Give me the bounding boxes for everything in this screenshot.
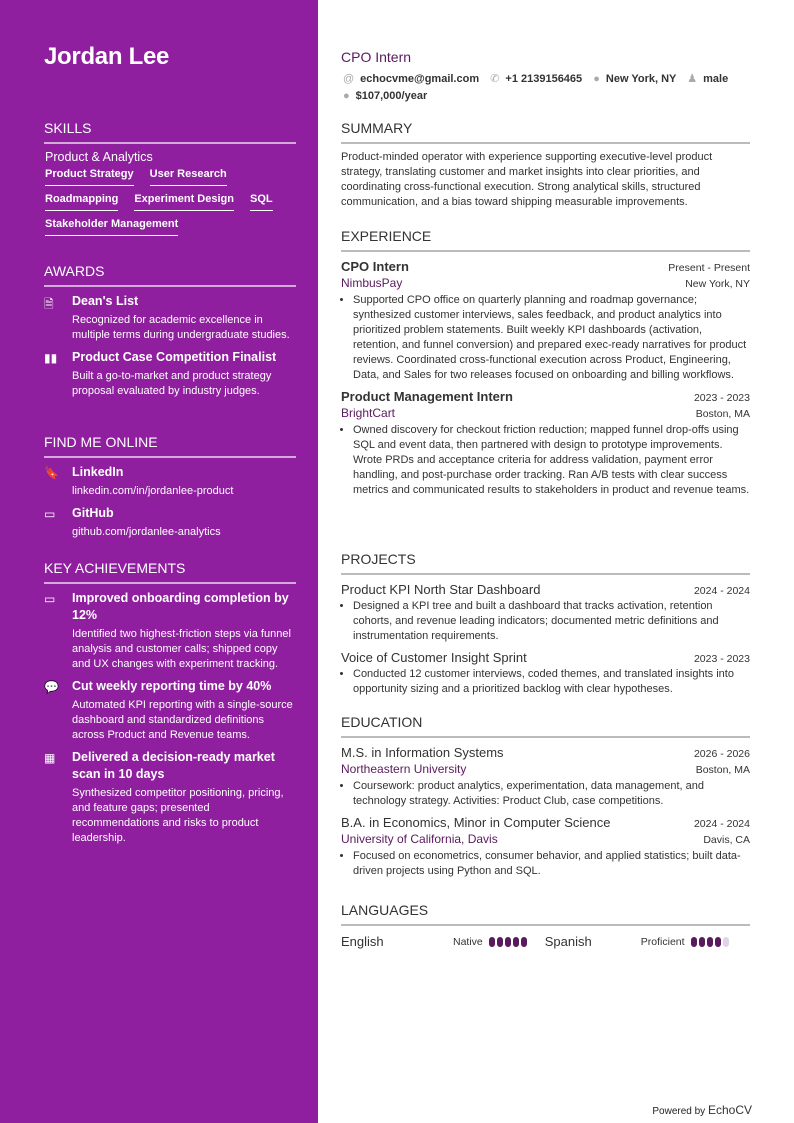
- achievement-title: Delivered a decision-ready market scan in 10 days: [72, 750, 275, 781]
- award-desc: Recognized for academic excellence in multiple terms during undergraduate studies.: [72, 314, 290, 341]
- section-heading: KEY ACHIEVEMENTS: [44, 560, 296, 584]
- certificate-icon: 🗎: [44, 297, 54, 311]
- language-name: Spanish: [544, 934, 592, 949]
- section-heading: EDUCATION: [341, 714, 750, 738]
- bookmark-icon: 🔖: [44, 466, 59, 480]
- experience-item: [341, 388, 750, 498]
- salary: $107,000/year: [355, 90, 428, 102]
- role-title: Product Management Intern: [341, 389, 513, 404]
- summary-text: Product-minded operator with experience supporting executive-level product strategy, translating customer and market insights into clear priorities, and coordinating cross-functional execution. Strong analytical skills, structured communication, and a bias toward shipping measurable improvements.: [341, 151, 713, 208]
- achievement-desc: Synthesized competitor positioning, pricing, and feature gaps; presented recommendations and risks to product leadership.: [72, 787, 284, 844]
- achievements-section: [44, 560, 296, 852]
- award-item: [44, 349, 296, 399]
- candidate-name: Jordan Lee: [44, 43, 170, 70]
- project-title: Voice of Customer Insight Sprint: [341, 650, 527, 665]
- skill-tag: User Research: [150, 168, 227, 186]
- skills-section: [44, 120, 296, 243]
- section-heading: AWARDS: [44, 263, 296, 287]
- achievement-title: Cut weekly reporting time by 40%: [72, 679, 272, 693]
- section-heading: FIND ME ONLINE: [44, 434, 296, 458]
- summary-section: [341, 120, 750, 210]
- proficiency-dot: [497, 937, 503, 947]
- section-heading: LANGUAGES: [341, 902, 750, 926]
- section-heading: SUMMARY: [341, 120, 750, 144]
- bullet: • Designed a KPI tree and built a dashboard that tracks activation, retention cohorts, and revenue leading indicators; documented metric definitions and instrumentation requirements.: [353, 599, 750, 644]
- proficiency-dots: [691, 937, 729, 947]
- language-name: English: [341, 934, 384, 949]
- degree: B.A. in Economics, Minor in Computer Science: [341, 815, 611, 830]
- location: Boston, MA: [695, 408, 750, 420]
- proficiency-dot: [505, 937, 511, 947]
- dates: 2024 - 2024: [693, 818, 750, 830]
- dates: 2023 - 2023: [693, 392, 750, 404]
- bullet: • Focused on econometrics, consumer behavior, and applied statistics; built data-driven projects using Python and SQL.: [353, 849, 750, 879]
- section-heading: PROJECTS: [341, 551, 750, 575]
- location: New York, NY: [605, 73, 677, 85]
- phone-icon: ✆: [490, 73, 500, 85]
- degree: M.S. in Information Systems: [341, 745, 504, 760]
- at-icon: @: [343, 73, 355, 85]
- proficiency-dot: [691, 937, 697, 947]
- company: BrightCart: [341, 406, 396, 420]
- education-item: [341, 744, 750, 809]
- header: [341, 49, 750, 105]
- education-section: [341, 714, 750, 884]
- dates: 2026 - 2026: [693, 748, 750, 760]
- language-level: Proficient: [640, 935, 685, 948]
- sidebar: [0, 0, 318, 1123]
- awards-section: [44, 263, 296, 405]
- skill-tag: Roadmapping: [45, 193, 118, 211]
- location: Boston, MA: [695, 764, 750, 776]
- bullet: • Coursework: product analytics, experimentation, data management, and technology strategy. Activities: Product Club, case competitions.: [353, 779, 750, 809]
- proficiency-dot: [513, 937, 519, 947]
- email[interactable]: echocvme@gmail.com: [360, 73, 480, 85]
- github-link[interactable]: github.com/jordanlee-analytics: [72, 526, 221, 538]
- footer: [652, 1103, 752, 1117]
- location: New York, NY: [685, 278, 750, 290]
- achievement-item: [44, 749, 296, 846]
- skill-tag: SQL: [250, 193, 273, 211]
- award-title: Product Case Competition Finalist: [72, 350, 277, 364]
- bullet: • Conducted 12 customer interviews, coded themes, and translated insights into opportunity sizing and a prioritized backlog with clear hypotheses.: [353, 667, 750, 697]
- award-title: Dean's List: [72, 294, 139, 308]
- location: Davis, CA: [703, 834, 750, 846]
- projects-section: [341, 551, 750, 702]
- linkedin-link[interactable]: linkedin.com/in/jordanlee-product: [72, 485, 234, 497]
- achievement-item: [44, 590, 296, 672]
- location-icon: ●: [593, 73, 600, 85]
- gender: male: [703, 73, 729, 85]
- footer-prefix: Powered by: [652, 1106, 706, 1117]
- school: Northeastern University: [341, 762, 467, 776]
- dates: Present - Present: [668, 262, 750, 274]
- achievement-title: Improved onboarding completion by 12%: [72, 591, 289, 622]
- proficiency-dot: [699, 937, 705, 947]
- proficiency-dot: [723, 937, 729, 947]
- award-desc: Built a go-to-market and product strategy proposal evaluated by industry judges.: [72, 370, 272, 397]
- company: NimbusPay: [341, 276, 403, 290]
- link-icon: ▭: [44, 507, 56, 521]
- role-title: CPO Intern: [341, 259, 409, 274]
- section-heading: EXPERIENCE: [341, 228, 750, 252]
- proficiency-dot: [707, 937, 713, 947]
- experience-section: [341, 228, 750, 503]
- bullet: • Supported CPO office on quarterly planning and roadmap governance; synthesized customer interviews, sales feedback, and product analytics into prioritized problem statements. Built weekly KPI dashboards (activation, retention, and funnel conversion) and prepared exec-ready narratives for product reviews. Coordinated cross-functional execution across Product, Engineering, Data, and Sales for two releases focused on onboarding and billing workflows.: [353, 293, 750, 383]
- experience-item: [341, 258, 750, 383]
- chat-icon: 💬: [44, 680, 59, 694]
- achievement-desc: Automated KPI reporting with a single-source dashboard and standardized definitions across Product and Revenue teams.: [72, 699, 293, 741]
- proficiency-dot: [715, 937, 721, 947]
- proficiency-dots: [489, 937, 527, 947]
- project-item: [341, 581, 750, 644]
- building-icon: ▦: [44, 751, 56, 765]
- bullet: • Owned discovery for checkout friction reduction; mapped funnel drop-offs using SQL and event data, then partnered with design to prototype improvements. Wrote PRDs and acceptance criteria for address validation, payment error handling, and post-purchase order tracking. Ran A/B tests with clear success metrics and communicated results to stakeholders in product and revenue teams.: [353, 423, 750, 498]
- proficiency-dot: [521, 937, 527, 947]
- online-section: [44, 434, 296, 546]
- contact-info: [341, 71, 750, 105]
- dates: 2023 - 2023: [693, 653, 750, 665]
- person-icon: ♟: [687, 73, 698, 85]
- skill-tag: Experiment Design: [134, 193, 234, 211]
- book-icon: ▮▮: [44, 351, 58, 365]
- link-title: GitHub: [72, 506, 114, 520]
- job-title: CPO Intern: [341, 49, 412, 65]
- dates: 2024 - 2024: [693, 585, 750, 597]
- proficiency-dot: [489, 937, 495, 947]
- project-item: [341, 649, 750, 697]
- language-level: Native: [453, 935, 483, 948]
- award-item: [44, 293, 296, 343]
- online-item: [44, 464, 296, 499]
- link-title: LinkedIn: [72, 465, 124, 479]
- salary-icon: ●: [343, 90, 350, 102]
- skill-tag: Product Strategy: [45, 168, 134, 186]
- brand-link[interactable]: EchoCV: [707, 1103, 752, 1117]
- phone[interactable]: +1 2139156465: [505, 73, 583, 85]
- calendar-icon: ▭: [44, 592, 56, 606]
- languages-section: [341, 902, 750, 949]
- project-title: Product KPI North Star Dashboard: [341, 582, 541, 597]
- section-heading: SKILLS: [44, 120, 296, 144]
- achievement-item: [44, 678, 296, 743]
- education-item: [341, 814, 750, 879]
- skill-tag: Stakeholder Management: [45, 218, 178, 236]
- school: University of California, Davis: [341, 832, 498, 846]
- skill-category: Product & Analytics: [45, 150, 153, 164]
- achievement-desc: Identified two highest-friction steps via funnel analysis and customer calls; shipped copy and UX changes with experiment tracking.: [72, 628, 291, 670]
- online-item: [44, 505, 296, 540]
